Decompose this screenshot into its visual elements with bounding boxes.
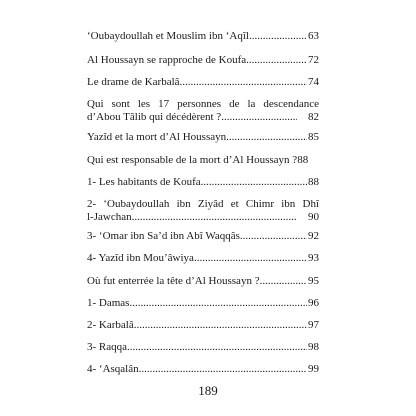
toc-entry-page: 85 [308, 131, 319, 143]
toc-entry-title: Yazîd et la mort d’Al Houssayn ..... [87, 131, 319, 144]
toc-entry-title-line1: 2- ‘Oubaydoullah ibn Ziyâd et Chimr ibn Dhî [87, 198, 319, 210]
toc-entry [87, 154, 319, 167]
toc-entry-page: 90 [308, 211, 319, 223]
toc-entry-page: 82 [308, 111, 319, 123]
toc-entry [87, 30, 319, 43]
toc-entry-page: 74 [308, 76, 319, 88]
toc-entry [87, 275, 319, 288]
toc-entry-page: 63 [308, 30, 319, 42]
toc-entry-title: 3- ‘Omar ibn Sa’d ibn Abî Waqqâs ..... [87, 230, 319, 243]
toc-entry-page: 99 [308, 363, 319, 375]
toc-entry [87, 98, 319, 124]
toc-entry-title: 1- Les habitants de Koufa ..... [87, 176, 319, 189]
toc-entry [87, 252, 319, 265]
toc-entry-page: 92 [308, 230, 319, 242]
toc-entry-title: 3- Raqqa ..... [87, 341, 319, 354]
toc-entry-page: 93 [308, 252, 319, 264]
toc-entry [87, 176, 319, 189]
toc-entry-page: 88 [308, 176, 319, 188]
toc-entry-title: Où fut enterrée la tête d’Al Houssayn ? ..... [87, 275, 319, 288]
toc-entry-title: 4- Yazîd ibn Mou’âwiya ..... [87, 252, 319, 265]
toc-entry [87, 131, 319, 144]
toc-entry-title-line2: l-Jawchan ..... [87, 211, 297, 224]
toc-entry-title: 2- Karbalâ ..... [87, 319, 319, 332]
toc-entry-title: Le drame de Karbalâ ..... [87, 76, 319, 89]
toc-entry-title: Al Houssayn se rapproche de Koufa ..... [87, 54, 319, 67]
toc-entry-title-line2: d’Abou Tâlib qui décédèrent ? ..... [87, 111, 297, 124]
toc-entry [87, 341, 319, 354]
toc-entry [87, 76, 319, 89]
toc-entry [87, 198, 319, 224]
toc-entry-title: 1- Damas ..... [87, 297, 319, 310]
toc-entry-page: 88 [297, 154, 309, 166]
page-number: 189 [198, 383, 218, 398]
toc-entry [87, 319, 319, 332]
toc-entry-title: Qui est responsable de la mort d’Al Houssayn ? [87, 154, 298, 166]
toc-entry [87, 363, 319, 376]
toc-entry [87, 230, 319, 243]
toc-entry-title-line1: Qui sont les 17 personnes de la descendance [87, 98, 319, 110]
toc-entry [87, 54, 319, 67]
toc-entry-page: 72 [308, 54, 319, 66]
toc-entry-page: 95 [308, 275, 319, 287]
toc-entry-title: 4- ‘Asqalân ..... [87, 363, 319, 376]
toc-entry [87, 297, 319, 310]
toc-entry-title: ‘Oubaydoullah et Mouslim ibn ‘Aqîl ..... [87, 30, 319, 43]
toc-entry-page: 96 [308, 297, 319, 309]
toc-entry-page: 97 [308, 319, 319, 331]
toc-entry-page: 98 [308, 341, 319, 353]
